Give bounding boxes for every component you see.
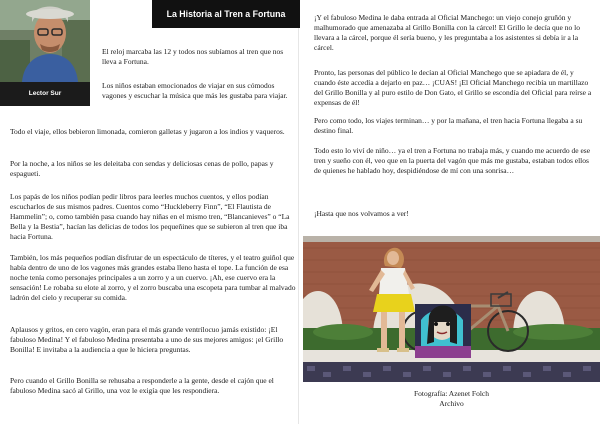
author-photo — [0, 0, 90, 82]
paragraph: El reloj marcaba las 12 y todos nos subíamos al tren que nos lleva a Fortuna. — [102, 47, 284, 66]
paragraph: Los papás de los niños podían pedir libros para leerles muchos cuentos, y ellos podían escucharlos de sus mismos padres. Cuentos como “Huckleberry Finn”, “El Flautista de Hammelin”; o, como también pasa cuando hay niñas en el mismo tren, “Blancanieves” o “La Bella y la Bestia”, hacían las delicias de todos los pequeñines que se subieron al tren que iba hacia Fortuna. — [10, 192, 290, 241]
paragraph: Pronto, las personas del público le decían al Oficial Manchego que se apiadara de él, y cuando éste accedía a dejarlo en paz… ¡CUAS! ¡El Oficial Manchego recibía un martillazo del Grillo Bonilla y al puro estilo de Don Gato, el Grillo se escondía del Oficial para reírse a expensas de él! — [314, 68, 592, 107]
author-portrait-image — [0, 0, 90, 82]
paragraph: Pero cuando el Grillo Bonilla se rehusaba a responderle a la gente, desde el cajón que el fabuloso Medina sacó al Grillo, una voz le exigía que les respondiera. — [10, 376, 274, 395]
girl-with-bicycle-image — [303, 236, 600, 382]
paragraph: Los niños estaban emocionados de viajar en sus cómodos vagones y escuchar la música que más les gustaba para viajar. — [102, 81, 288, 100]
paragraph: Todo esto lo viví de niño… ya el tren a Fortuna no trabaja más, y cuando me acuerdo de ese tren y sueño con él, veo que en la puerta del vagón que más me gustaba, estaban todos ellos de quienes he hablado hoy, despidiéndose de mí con una sonrisa… — [314, 146, 591, 175]
paragraph: ¡Hasta que nos volvamos a ver! — [314, 209, 409, 218]
photo-credit-line: Fotografía: Azenet Folch — [414, 389, 489, 398]
page-fold — [298, 0, 299, 424]
photo-credit — [303, 389, 600, 408]
article-photo — [303, 236, 600, 382]
paragraph: Aplausos y gritos, en cero vagón, eran para el más grande ventrílocuo jamás existido: ¡El fabuloso Medina! Y el fabuloso Medina presentaba a uno de sus mejores amigos: ¡el Grillo Bonilla! E invitaba a la audiencia a que le hiciera preguntas. — [10, 325, 284, 354]
paragraph: Pero como todo, los viajes terminan… y por la mañana, el tren hacia Fortuna llegaba a su destino final. — [314, 116, 583, 135]
paragraph: También, los más pequeños podían disfrutar de un espectáculo de títeres, y el teatro guiñol que había dentro de uno de los vagones más grandes estaba lleno hasta el tope. La función de esa noche tenía como personajes principales a un zorro y a un cuervo. ¡Ah, ese cuervo era la sensación! Le robaba su elote al zorro, y el zorro buscaba una escopeta para tumbar al malvado ladrón del cielo y recuperar su comida. — [10, 253, 296, 302]
article-title: La Historia al Tren a Fortuna — [152, 0, 300, 28]
photo-credit-line: Archivo — [439, 398, 464, 408]
author-caption: Lector Sur — [0, 82, 90, 106]
paragraph: Por la noche, a los niños se les deleitaba con sendas y deliciosas cenas de pollo, papas y espagueti. — [10, 159, 274, 178]
paragraph: ¡Y el fabuloso Medina le daba entrada al Oficial Manchego: un viejo conejo gruñón y malhumorado que amenazaba al Grillo Bonilla con la cárcel! El Grillo le decía que no lo llevara a la cárcel, porque él sería bueno, y les preguntaba a los asistentes si debía ir a la cárcel. — [314, 13, 580, 52]
paragraph: Todo el viaje, ellos bebieron limonada, comieron galletas y jugaron a los indios y vaqueros. — [10, 127, 285, 136]
